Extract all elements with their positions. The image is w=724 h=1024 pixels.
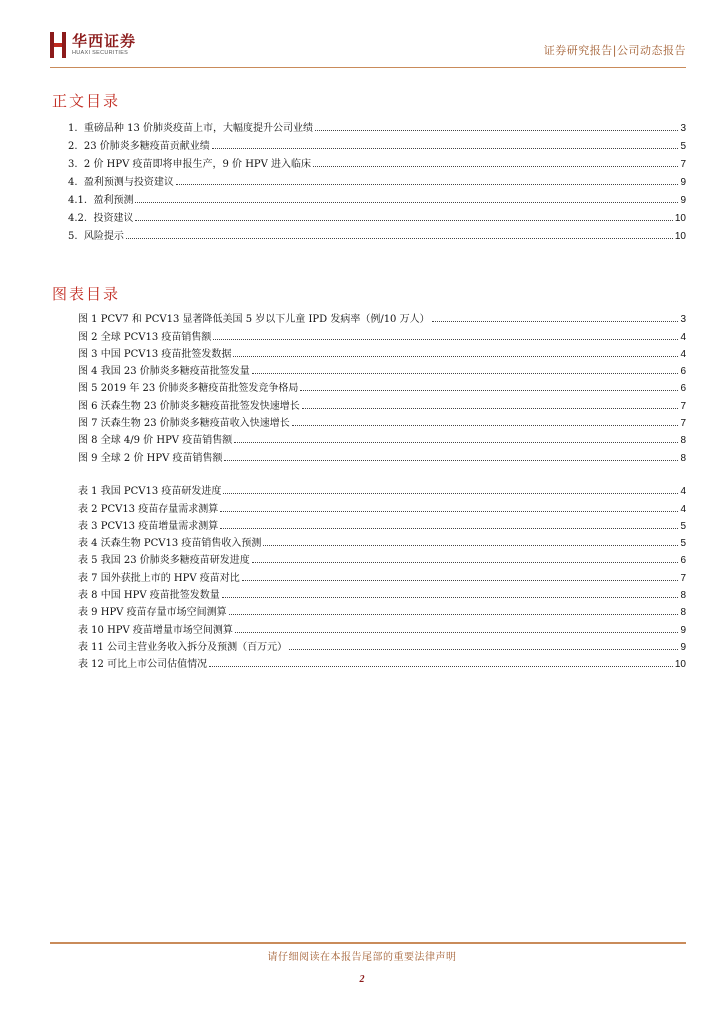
dot-leader <box>242 579 679 581</box>
dot-leader <box>176 183 679 185</box>
dot-leader <box>233 355 678 357</box>
toc-entry-link[interactable] <box>78 497 686 514</box>
dot-leader <box>292 424 679 426</box>
toc-title: 正文目录 <box>52 92 121 110</box>
entry-title: 表 9 HPV 疫苗存量市场空间测算 <box>78 607 227 619</box>
toc-entry-link[interactable] <box>78 636 686 653</box>
entry-title: 表 12 可比上市公司估值情况 <box>78 659 208 671</box>
footer-divider <box>50 942 686 944</box>
entry-page-number: 10 <box>674 659 686 671</box>
dot-leader <box>234 441 678 443</box>
dot-leader <box>302 407 679 409</box>
entry-title: 盈利预测与投资建议 <box>83 177 174 188</box>
entry-number: 4.1. <box>68 195 94 206</box>
toc-entry-link[interactable] <box>78 618 686 635</box>
entry-title: 表 2 PCV13 疫苗存量需求测算 <box>78 503 219 515</box>
entry-title: 重磅品种 13 价肺炎疫苗上市，大幅度提升公司业绩 <box>83 123 313 134</box>
entry-page-number: 4 <box>680 331 686 343</box>
entry-page-number: 7 <box>680 572 686 584</box>
toc-entry-link[interactable] <box>78 343 686 360</box>
dot-leader <box>220 527 678 529</box>
toc-entry-link[interactable] <box>78 394 686 411</box>
dot-leader <box>300 389 678 391</box>
toc-entry-link[interactable] <box>68 224 686 242</box>
toc-entry-link[interactable] <box>68 170 686 188</box>
entry-page-number: 5 <box>680 141 686 152</box>
dot-leader <box>213 338 678 340</box>
entry-page-number: 4 <box>680 486 686 498</box>
entry-page-number: 6 <box>680 383 686 395</box>
entry-title: 表 3 PCV13 疫苗增量需求测算 <box>78 520 219 532</box>
entry-page-number: 8 <box>680 435 686 447</box>
entry-page-number: 10 <box>674 231 686 242</box>
toc-entry-link[interactable] <box>78 377 686 394</box>
entry-title: 2 价 HPV 疫苗即将申报生产，9 价 HPV 进入临床 <box>83 159 312 170</box>
entry-title: 图 2 全球 PCV13 疫苗销售额 <box>78 331 212 343</box>
dot-leader <box>212 147 679 149</box>
dot-leader <box>432 320 679 322</box>
toc-entry-link[interactable] <box>78 549 686 566</box>
entry-title: 风险提示 <box>83 231 124 242</box>
toc-entry-link[interactable] <box>78 480 686 497</box>
entry-number: 5. <box>68 231 84 242</box>
entry-number: 2. <box>68 141 84 152</box>
toc-entry-link[interactable] <box>78 584 686 601</box>
dot-leader <box>235 631 679 633</box>
toc-entry-link[interactable] <box>78 412 686 429</box>
toc-entry-link[interactable] <box>78 429 686 446</box>
entry-page-number: 9 <box>680 177 686 188</box>
entry-title: 表 4 沃森生物 PCV13 疫苗销售收入预测 <box>78 538 262 550</box>
dot-leader <box>209 665 673 667</box>
logo-english-name: HUAXI SECURITIES <box>72 50 129 56</box>
entry-number: 3. <box>68 159 84 170</box>
entry-title: 表 8 中国 HPV 疫苗批签发数量 <box>78 590 220 602</box>
toc-entry-link[interactable] <box>68 134 686 152</box>
dot-leader <box>313 165 678 167</box>
entry-page-number: 5 <box>680 538 686 550</box>
toc-entry-link[interactable] <box>68 152 686 170</box>
legal-disclaimer-notice: 请仔细阅读在本报告尾部的重要法律声明 <box>267 952 457 963</box>
dot-leader <box>135 219 672 221</box>
toc-entry-link[interactable] <box>68 116 686 134</box>
dot-leader <box>289 648 678 650</box>
entry-page-number: 8 <box>680 452 686 464</box>
entry-page-number: 4 <box>680 348 686 360</box>
entry-title: 23 价肺炎多糖疫苗贡献业绩 <box>83 141 210 152</box>
dot-leader <box>315 129 678 131</box>
entry-page-number: 8 <box>680 607 686 619</box>
entry-page-number: 5 <box>680 520 686 532</box>
entry-title: 表 1 我国 PCV13 疫苗研发进度 <box>78 486 222 498</box>
dot-leader <box>222 596 679 598</box>
entry-title: 图 3 中国 PCV13 疫苗批签发数据 <box>78 348 232 360</box>
entry-title: 图 8 全球 4/9 价 HPV 疫苗销售额 <box>78 435 233 447</box>
entry-page-number: 7 <box>680 418 686 430</box>
entry-page-number: 6 <box>680 555 686 567</box>
entry-title: 图 4 我国 23 价肺炎多糖疫苗批签发量 <box>78 366 250 378</box>
figures-list <box>78 308 686 464</box>
page-number: 2 <box>359 974 365 985</box>
dot-leader <box>252 372 679 374</box>
toc-entry-link[interactable] <box>78 325 686 342</box>
dot-leader <box>220 510 678 512</box>
entry-title: 表 5 我国 23 价肺炎多糖疫苗研发进度 <box>78 555 250 567</box>
dot-leader <box>252 561 679 563</box>
entry-page-number: 7 <box>680 400 686 412</box>
logo-chinese-name: 华西证券 <box>72 32 137 50</box>
toc-entry-link[interactable] <box>78 360 686 377</box>
entry-title: 表 7 国外获批上市的 HPV 疫苗对比 <box>78 572 240 584</box>
entry-number: 4.2. <box>68 213 94 224</box>
dot-leader <box>229 613 679 615</box>
entry-page-number: 7 <box>680 159 686 170</box>
toc-entry-link[interactable] <box>78 601 686 618</box>
toc-entry-link[interactable] <box>78 308 686 325</box>
toc-entry-link[interactable] <box>78 515 686 532</box>
entry-page-number: 6 <box>680 366 686 378</box>
toc-entry-link[interactable] <box>68 206 686 224</box>
entry-page-number: 9 <box>680 641 686 653</box>
entry-page-number: 3 <box>680 314 686 326</box>
entry-page-number: 8 <box>680 590 686 602</box>
page-header <box>50 28 686 68</box>
dot-leader <box>224 459 678 461</box>
entry-title: 投资建议 <box>93 213 134 224</box>
entry-title: 图 7 沃森生物 23 价肺炎多糖疫苗收入快速增长 <box>78 418 290 430</box>
toc-list <box>68 116 686 242</box>
header-divider <box>50 67 686 68</box>
entry-number: 4. <box>68 177 84 188</box>
toc-entry-link[interactable] <box>78 446 686 463</box>
entry-page-number: 9 <box>680 624 686 636</box>
entry-number: 1. <box>68 123 84 134</box>
toc-entry-link[interactable] <box>78 566 686 583</box>
toc-entry-link[interactable] <box>68 188 686 206</box>
report-type-label: 证券研究报告|公司动态报告 <box>543 44 686 57</box>
entry-page-number: 9 <box>680 195 686 206</box>
entry-title: 表 10 HPV 疫苗增量市场空间测算 <box>78 624 233 636</box>
dot-leader <box>223 492 678 494</box>
entry-title: 表 11 公司主营业务收入拆分及预测（百万元） <box>78 641 288 653</box>
entry-page-number: 3 <box>680 123 686 134</box>
entry-title: 图 6 沃森生物 23 价肺炎多糖疫苗批签发快速增长 <box>78 400 300 412</box>
dot-leader <box>126 237 673 239</box>
entry-page-number: 10 <box>674 213 686 224</box>
entry-title: 图 9 全球 2 价 HPV 疫苗销售额 <box>78 452 223 464</box>
entry-title: 盈利预测 <box>93 195 134 206</box>
logo-mark-icon <box>50 32 66 58</box>
toc-entry-link[interactable] <box>78 653 686 670</box>
company-logo <box>50 32 136 58</box>
tables-list <box>78 480 686 670</box>
figures-title: 图表目录 <box>52 285 121 303</box>
entry-page-number: 4 <box>680 503 686 515</box>
entry-title: 图 5 2019 年 23 价肺炎多糖疫苗批签发竞争格局 <box>78 383 299 395</box>
toc-entry-link[interactable] <box>78 532 686 549</box>
dot-leader <box>263 544 678 546</box>
entry-title: 图 1 PCV7 和 PCV13 显著降低美国 5 岁以下儿童 IPD 发病率（例/10 万人） <box>78 314 430 326</box>
dot-leader <box>135 201 678 203</box>
